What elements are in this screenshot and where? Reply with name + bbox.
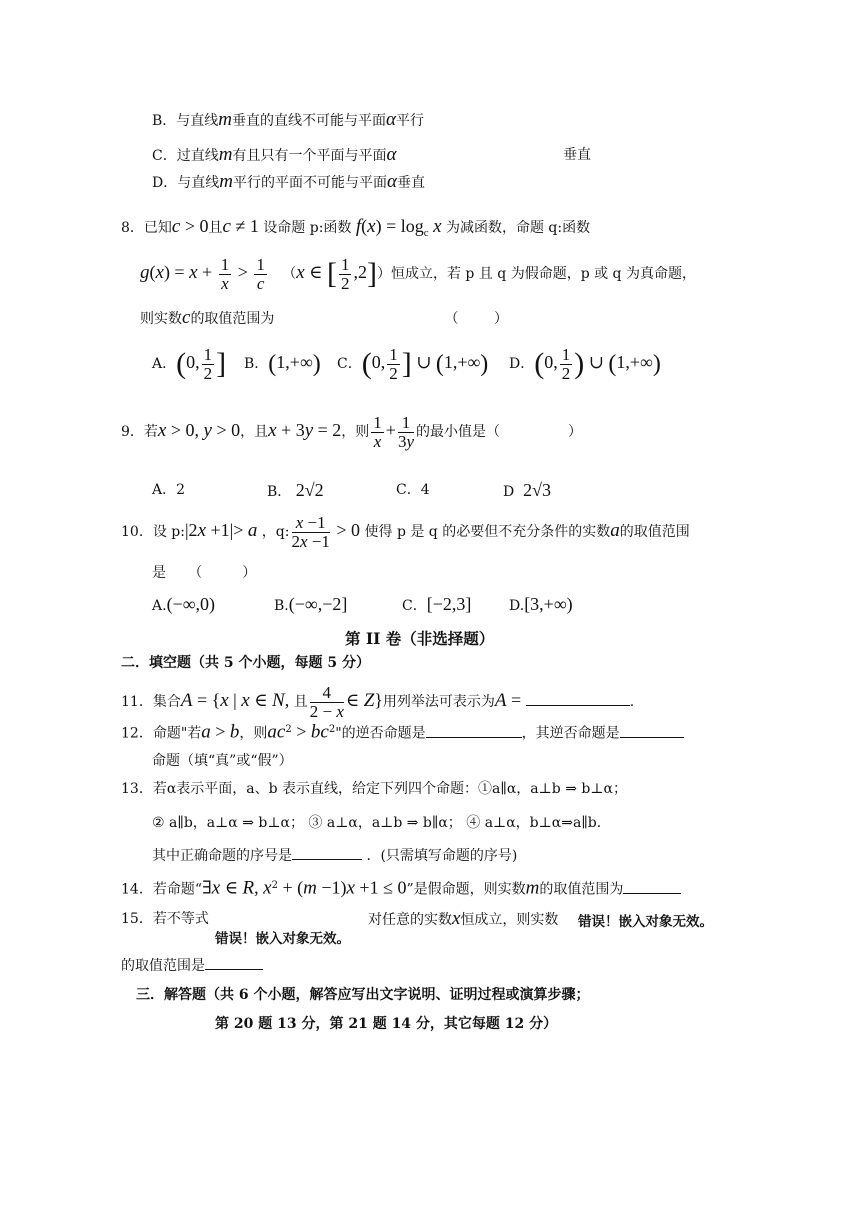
q15-prefix: 15．若不等式: [121, 911, 209, 927]
q8-line2: g(x) = x + $\frac{1}{x}$ > $\frac{1}{c}$ （x ∈ [ $\frac{1}{2}$ ,2]）恒成立，若 p 且 q 为假命题，p 或 q 为真命题，: [140, 254, 696, 293]
part3-heading-line2: 第 20 题 13 分，第 21 题 14 分，其它每题 12 分）: [215, 1016, 558, 1032]
q15-error-object-2: 错误！嵌入对象无效。: [215, 931, 350, 947]
part3-heading-line1: 三．解答题（共 6 个小题，解答应写出文字说明、证明过程或演算步骤；: [136, 987, 590, 1003]
q10-option-c: C．[−2,3]: [402, 594, 472, 614]
q9-option-d: D 2√3: [503, 480, 552, 500]
q12-line1: 12．命题"若a > b，则$ac^2 > bc^2$"的逆否命题是 ，其逆否命题是: [121, 720, 684, 744]
q10-line1: 10．设 p:|2x +1|> a ，q: $\frac{x -1}{2x -1}$ > 0 使得 p 是 q 的必要但不充分条件的实数a的取值范围: [121, 512, 690, 551]
q10-option-a: A.(−∞,0): [152, 594, 216, 614]
q8-option-c: C．(0, $\frac{1}{2}$ ] ∪ (1,+∞): [337, 344, 489, 383]
q7-option-c-tail: 垂直: [563, 147, 591, 163]
q13-line1: 13．若α表示平面，a、b 表示直线，给定下列四个命题：①a∥α，a⊥b ⇒ b⊥α；: [121, 781, 627, 797]
q9-option-a: A．2: [152, 482, 186, 498]
q15-middle: 对任意的实数x恒成立，则实数: [368, 908, 559, 929]
q7-option-c: C．过直线m有且只有一个平面与平面α: [152, 144, 397, 165]
q9-line1: 9．若x > 0, y > 0，且x + 3y = 2，则 $\frac{1}{x}$ + $\frac{1}{3y}$ 的最小值是（ ）: [121, 412, 582, 451]
q7-option-b: B．与直线m垂直的直线不可能与平面α平行: [152, 109, 425, 130]
q14: 14．若命题“∃x ∈ R, $x^2 + (m -1)x +1 \le 0$”是假命题，则实数m的取值范围为: [121, 876, 681, 900]
q8-option-d: D．(0, $\frac{1}{2}$ ) ∪ (1,+∞): [509, 344, 661, 383]
q8-option-a: A．(0, $\frac{1}{2}$ ]: [152, 344, 227, 383]
q9-option-b: B． 2√2: [267, 480, 324, 500]
q7-option-d: D．与直线m平行的平面不可能与平面α垂直: [152, 171, 425, 192]
q9-option-c: C．4: [396, 482, 430, 498]
q8-line1: 8．已知c > 0且c ≠ 1 设命题 p:函数 $f(x) = \log_c x$ 为减函数，命题 q:函数: [121, 216, 591, 239]
q13-line3: 其中正确命题的序号是 ．(只需填写命题的序号): [152, 845, 517, 866]
q10-line2: 是 （ ）: [152, 565, 257, 581]
q10-option-b: B.(−∞,−2]: [274, 594, 348, 614]
q11: 11．集合A = {x | x ∈ N, 且 $\frac{4}{2 - x}$ ∈ Z}用列举法可表示为A = .: [121, 682, 635, 721]
q10-option-d: D.[3,+∞): [509, 594, 573, 614]
q8-line3: 则实数c的取值范围为 （ ）: [140, 307, 509, 328]
q15-tail: 的取值范围是: [121, 955, 263, 976]
q15-error-object-1: 错误！嵌入对象无效。: [578, 914, 713, 930]
q8-option-b: B．(1,+∞): [244, 351, 321, 377]
q12-line2: 命题（填“真”或“假”）: [152, 753, 293, 769]
part2-section-heading: 二．填空题（共 5 个小题，每题 5 分）: [121, 655, 370, 671]
q13-line2: ② a∥b，a⊥α ⇒ b⊥α； ③ a⊥α，a⊥b ⇒ b∥α； ④ a⊥α，b⊥α⇒a∥b．: [152, 815, 611, 831]
part2-title: 第 II 卷（非选择题）: [345, 629, 495, 648]
